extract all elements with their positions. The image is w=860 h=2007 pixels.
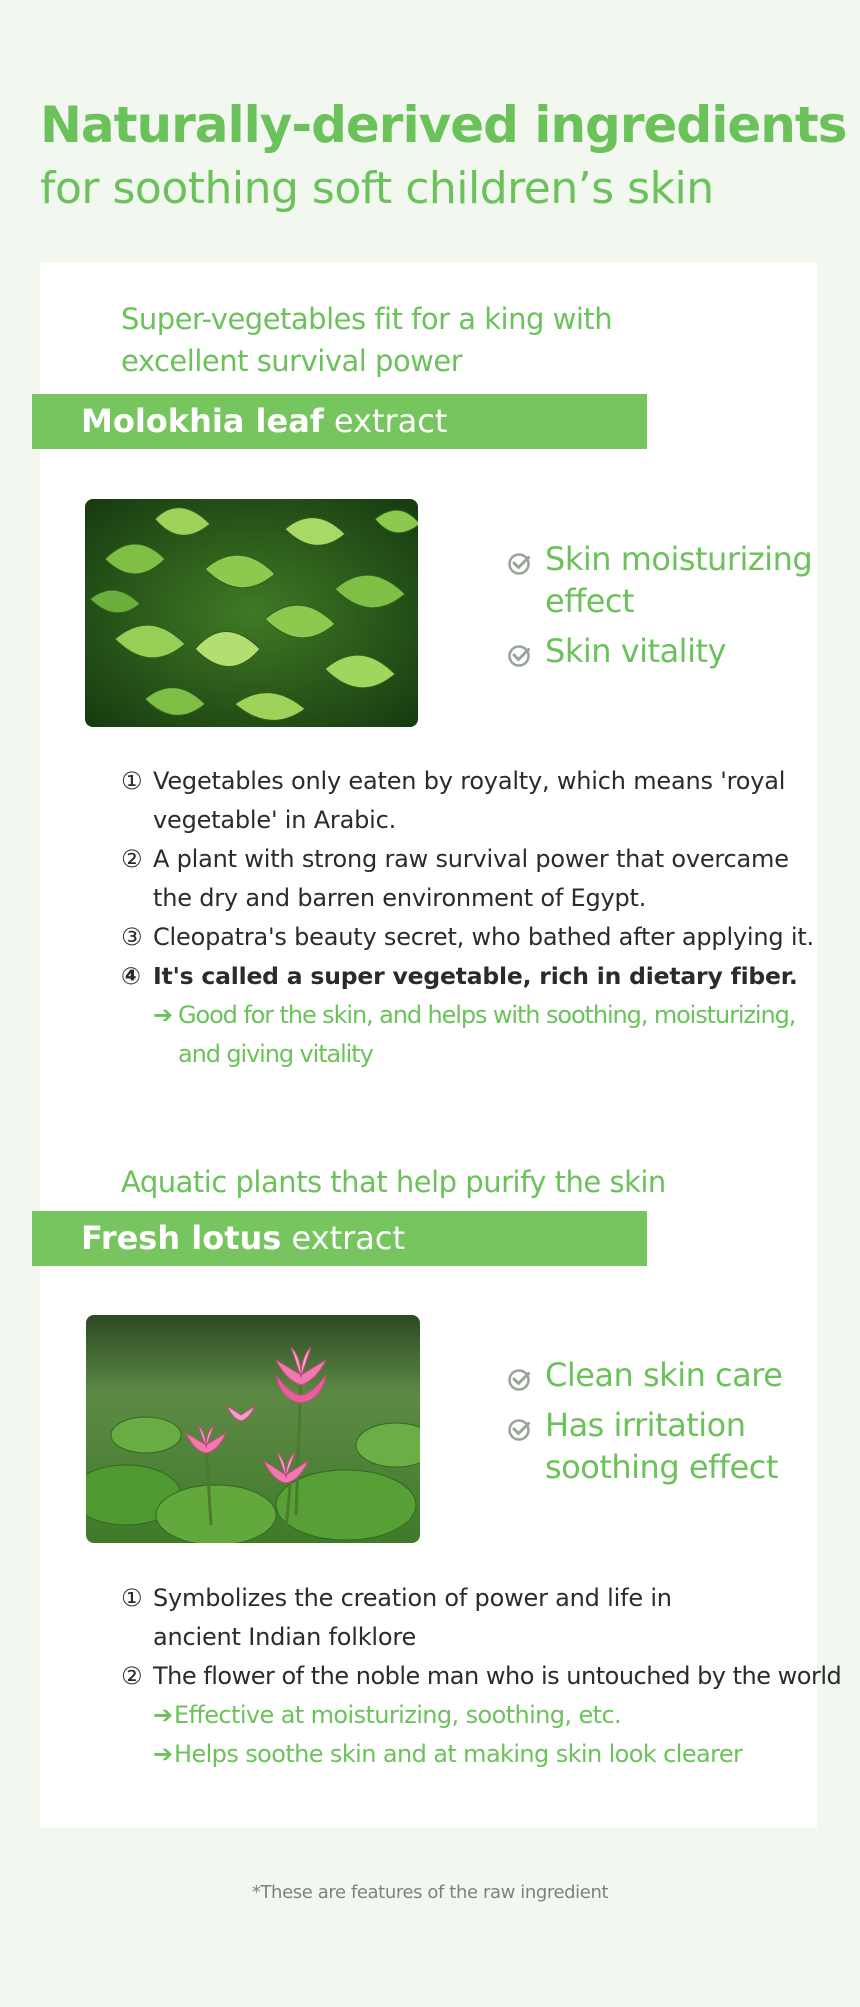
benefit-text: Has irritation soothing effect xyxy=(545,1406,778,1486)
point-number: ① xyxy=(121,767,143,795)
benefit-item xyxy=(507,630,815,672)
arrow-right-icon: ➔ xyxy=(153,1001,173,1029)
result-item xyxy=(121,1735,860,1774)
lotus-flower-photo xyxy=(86,1315,420,1543)
point-number: ② xyxy=(121,845,143,873)
check-circle-icon xyxy=(507,643,533,669)
molokhia-name-rest: extract xyxy=(323,402,448,440)
molokhia-leaf-photo xyxy=(85,499,418,727)
lotus-points xyxy=(121,1579,860,1774)
point-item xyxy=(121,1579,761,1657)
benefit-item xyxy=(507,538,815,622)
lotus-name-bar xyxy=(32,1211,647,1266)
point-text: Vegetables only eaten by royalty, which means 'royal vegetable' in Arabic. xyxy=(153,767,786,834)
benefit-item xyxy=(507,1354,815,1396)
molokhia-benefits xyxy=(507,538,815,680)
lotus-name-rest: extract xyxy=(281,1219,406,1257)
point-number: ① xyxy=(121,1584,143,1612)
lotus-benefits xyxy=(507,1354,815,1496)
point-item xyxy=(121,957,821,996)
point-item xyxy=(121,918,821,957)
point-item xyxy=(121,1657,860,1696)
page-subtitle: for soothing soft children’s skin xyxy=(40,163,714,214)
benefit-text: Skin moisturizing effect xyxy=(545,540,813,620)
point-text: Symbolizes the creation of power and life in ancient Indian folklore xyxy=(153,1584,672,1651)
benefit-item xyxy=(507,1404,815,1488)
arrow-right-icon: ➔ xyxy=(153,1740,173,1768)
lotus-name-bold: Fresh lotus xyxy=(81,1219,282,1257)
point-number: ③ xyxy=(121,923,143,951)
benefit-text: Clean skin care xyxy=(545,1356,783,1394)
result-text: Helps soothe skin and at making skin look clearer xyxy=(174,1740,743,1768)
point-text: A plant with strong raw survival power that overcame the dry and barren environment of Egypt. xyxy=(153,845,789,912)
point-number: ④ xyxy=(121,962,141,990)
benefit-text: Skin vitality xyxy=(545,632,726,670)
check-circle-icon xyxy=(507,1417,533,1443)
point-text: Cleopatra's beauty secret, who bathed after applying it. xyxy=(153,923,814,951)
molokhia-name-bold: Molokhia leaf xyxy=(81,402,324,440)
ingredients-card xyxy=(40,262,842,1828)
molokhia-tagline-line-2: excellent survival power xyxy=(121,344,463,378)
molokhia-tagline-line-1: Super-vegetables fit for a king with xyxy=(121,302,613,336)
result-item xyxy=(121,996,821,1074)
check-circle-icon xyxy=(507,551,533,577)
point-item xyxy=(121,840,821,918)
point-item xyxy=(121,762,821,840)
result-text: Good for the skin, and helps with soothing, moisturizing, and giving vitality xyxy=(178,1001,796,1068)
arrow-right-icon: ➔ xyxy=(153,1701,173,1729)
point-text: The flower of the noble man who is untouched by the world xyxy=(153,1662,842,1690)
result-text: Effective at moisturizing, soothing, etc. xyxy=(174,1701,622,1729)
point-text: It's called a super vegetable, rich in dietary fiber. xyxy=(153,962,798,990)
result-item xyxy=(121,1696,860,1735)
point-number: ② xyxy=(121,1662,143,1690)
lotus-tagline: Aquatic plants that help purify the skin xyxy=(121,1165,666,1199)
molokhia-points xyxy=(121,762,821,1074)
raw-ingredient-footnote: *These are features of the raw ingredient xyxy=(251,1882,609,1903)
page-header xyxy=(40,92,847,220)
molokhia-name-bar xyxy=(32,394,647,449)
check-circle-icon xyxy=(507,1367,533,1393)
page-title: Naturally-derived ingredients xyxy=(40,96,847,154)
